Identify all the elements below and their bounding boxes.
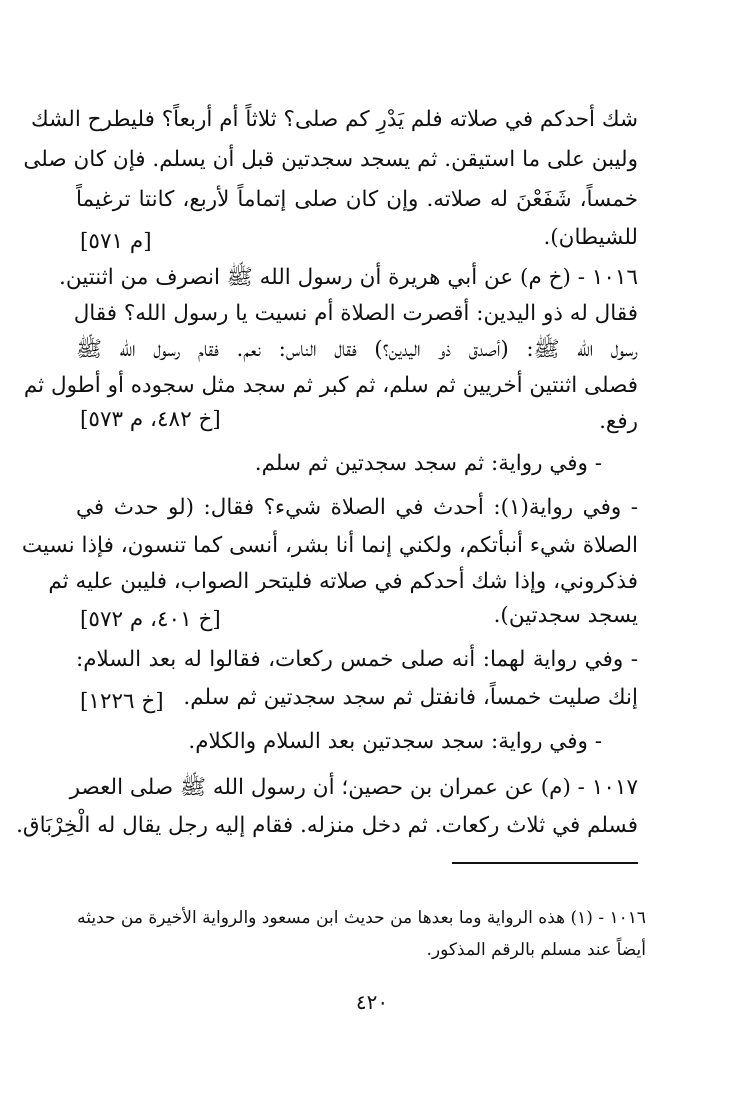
- text-line: خمساً، شَفَعْنَ له صلاته. وإن كان صلى إتماماً لأربع، كانتا ترغيماً: [76, 187, 638, 212]
- hadith-heading-1017: ١٠١٧ - (م) عن عمران بن حصين؛ أن رسول الله ﷺ صلى العصر: [69, 775, 638, 800]
- reference-mark: [م ٥٧١]: [80, 229, 152, 254]
- footnote-line: أيضاً عند مسلم بالرقم المذكور.: [426, 940, 646, 960]
- text-line: فصلى اثنتين أخريين ثم سلم، ثم كبر ثم سجد مثل سجوده أو أطول ثم: [23, 373, 638, 398]
- reference-mark: [خ ٤٠١، م ٥٧٢]: [80, 607, 221, 632]
- text-line: فسلم في ثلاث ركعات. ثم دخل منزله. فقام إليه رجل يقال له الْخِرْبَاق.: [16, 813, 638, 838]
- text-line: فقال له ذو اليدين: أقصرت الصلاة أم نسيت يا رسول الله؟ فقال: [73, 301, 638, 326]
- text-line: فذكروني، وإذا شك أحدكم في صلاته فليتحر الصواب، فليبن عليه ثم: [48, 569, 638, 594]
- text-line: - وفي رواية: ثم سجد سجدتين ثم سلم.: [254, 451, 602, 476]
- page-number: ٤٢٠: [355, 990, 389, 1014]
- text-line: وليبن على ما استيقن. ثم يسجد سجدتين قبل أن يسلم. فإن كان صلى: [23, 147, 638, 172]
- text-line: للشيطان).: [543, 225, 638, 250]
- footnote-line: ١٠١٦ - (١) هذه الرواية وما بعدها من حديث ابن مسعود والرواية الأخيرة من حديثه: [77, 908, 646, 928]
- text-line: رفع.: [599, 409, 638, 434]
- text-line: - وفي رواية لهما: أنه صلى خمس ركعات، فقالوا له بعد السلام:: [76, 647, 638, 672]
- text-line: - وفي رواية(١): أحدث في الصلاة شيء؟ فقال: (لو حدث في: [76, 495, 638, 520]
- text-line: - وفي رواية: سجد سجدتين بعد السلام والكلام.: [188, 729, 602, 754]
- text-line: رسول الله ﷺ: (أصدق ذو اليدين؟) فقال الناس: نعم. فقام رسول الله ﷺ: [76, 337, 638, 362]
- text-line: يسجد سجدتين).: [493, 603, 638, 628]
- footnote-divider: [452, 862, 638, 864]
- reference-mark: [خ ٤٨٢، م ٥٧٣]: [80, 407, 221, 432]
- reference-mark: [خ ١٢٢٦]: [80, 689, 164, 714]
- hadith-heading-1016: ١٠١٦ - (خ م) عن أبي هريرة أن رسول الله ﷺ انصرف من اثنتين.: [59, 265, 638, 290]
- text-line: الصلاة شيء أنبأتكم، ولكني إنما أنا بشر، أنسى كما تنسون، فإذا نسيت: [21, 533, 638, 558]
- text-line: شك أحدكم في صلاته فلم يَدْرِ كم صلى؟ ثلاثاً أم أربعاً؟ فليطرح الشك: [30, 107, 638, 132]
- text-line: إنك صليت خمساً، فانفتل ثم سجد سجدتين ثم سلم.: [183, 685, 638, 710]
